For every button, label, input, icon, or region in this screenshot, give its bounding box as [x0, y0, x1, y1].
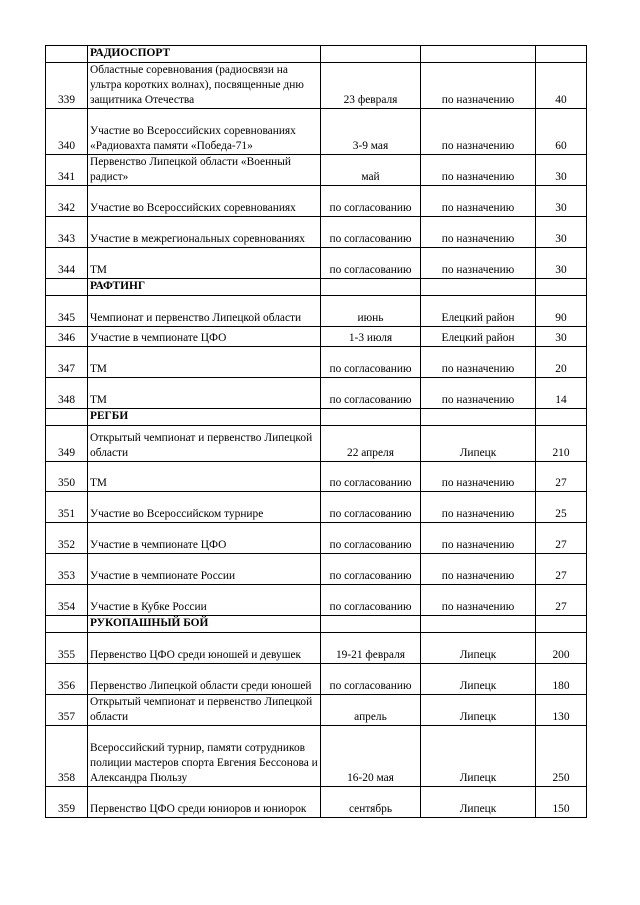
- row-number-cell: 356: [46, 664, 88, 695]
- place-cell: по назначению: [421, 462, 536, 492]
- date-cell: 1-3 июля: [321, 327, 421, 347]
- row-number-cell: 350: [46, 462, 88, 492]
- event-name-cell: Участие во Всероссийских соревнованиях: [88, 186, 321, 217]
- place-cell: Липецк: [421, 726, 536, 787]
- table-row: [46, 426, 587, 462]
- section-empty-cell: [421, 409, 536, 426]
- section-empty-cell: [421, 616, 536, 633]
- row-number-cell: 343: [46, 217, 88, 248]
- date-cell: по согласованию: [321, 492, 421, 523]
- participants-cell: 250: [536, 726, 587, 787]
- date-cell: 3-9 мая: [321, 109, 421, 155]
- date-cell: по согласованию: [321, 664, 421, 695]
- participants-cell: 150: [536, 787, 587, 818]
- table-row: [46, 462, 587, 492]
- participants-cell: 27: [536, 523, 587, 554]
- section-header-row: [46, 279, 587, 296]
- date-cell: 19-21 февраля: [321, 633, 421, 664]
- section-empty-cell: [321, 279, 421, 296]
- place-cell: по назначению: [421, 186, 536, 217]
- event-name-cell: Областные соревнования (радиосвязи на ультра коротких волнах), посвященные дню защитника Отечества: [88, 63, 321, 109]
- row-number-cell: 359: [46, 787, 88, 818]
- table-row: [46, 186, 587, 217]
- event-name-cell: Участие в чемпионате ЦФО: [88, 523, 321, 554]
- participants-cell: 27: [536, 585, 587, 616]
- row-number-cell: 345: [46, 296, 88, 327]
- table-row: [46, 787, 587, 818]
- table-row: [46, 695, 587, 726]
- event-name-cell: ТМ: [88, 378, 321, 409]
- section-empty-cell: [536, 279, 587, 296]
- place-cell: Липецк: [421, 787, 536, 818]
- place-cell: Липецк: [421, 426, 536, 462]
- table-row: [46, 585, 587, 616]
- event-name-cell: Первенство ЦФО среди юниоров и юниорок: [88, 787, 321, 818]
- section-header-row: [46, 46, 587, 63]
- place-cell: по назначению: [421, 585, 536, 616]
- table-row: [46, 378, 587, 409]
- place-cell: по назначению: [421, 347, 536, 378]
- date-cell: по согласованию: [321, 248, 421, 279]
- table-row: [46, 327, 587, 347]
- event-name-cell: Участие во Всероссийском турнире: [88, 492, 321, 523]
- date-cell: май: [321, 155, 421, 186]
- date-cell: сентябрь: [321, 787, 421, 818]
- place-cell: по назначению: [421, 554, 536, 585]
- participants-cell: 40: [536, 63, 587, 109]
- section-num-cell: [46, 409, 88, 426]
- section-empty-cell: [421, 46, 536, 63]
- row-number-cell: 358: [46, 726, 88, 787]
- event-name-cell: ТМ: [88, 248, 321, 279]
- event-name-cell: ТМ: [88, 462, 321, 492]
- table-row: [46, 63, 587, 109]
- place-cell: Липецк: [421, 664, 536, 695]
- place-cell: по назначению: [421, 492, 536, 523]
- row-number-cell: 349: [46, 426, 88, 462]
- place-cell: по назначению: [421, 248, 536, 279]
- table-row: [46, 155, 587, 186]
- section-title: РАФТИНГ: [88, 279, 321, 296]
- section-title: РАДИОСПОРТ: [88, 46, 321, 63]
- event-name-cell: Участие во Всероссийских соревнованиях «Радиовахта памяти «Победа-71»: [88, 109, 321, 155]
- table-row: [46, 296, 587, 327]
- section-title: РЕГБИ: [88, 409, 321, 426]
- section-empty-cell: [536, 46, 587, 63]
- row-number-cell: 357: [46, 695, 88, 726]
- row-number-cell: 354: [46, 585, 88, 616]
- date-cell: 22 апреля: [321, 426, 421, 462]
- table-row: [46, 726, 587, 787]
- participants-cell: 14: [536, 378, 587, 409]
- event-name-cell: Участие в межрегиональных соревнованиях: [88, 217, 321, 248]
- row-number-cell: 348: [46, 378, 88, 409]
- date-cell: апрель: [321, 695, 421, 726]
- date-cell: по согласованию: [321, 347, 421, 378]
- event-name-cell: Первенство ЦФО среди юношей и девушек: [88, 633, 321, 664]
- section-num-cell: [46, 279, 88, 296]
- row-number-cell: 347: [46, 347, 88, 378]
- row-number-cell: 340: [46, 109, 88, 155]
- section-num-cell: [46, 616, 88, 633]
- table-row: [46, 523, 587, 554]
- events-table-body: [46, 46, 587, 818]
- participants-cell: 90: [536, 296, 587, 327]
- event-name-cell: Участие в чемпионате России: [88, 554, 321, 585]
- date-cell: по согласованию: [321, 523, 421, 554]
- table-row: [46, 347, 587, 378]
- event-name-cell: Открытый чемпионат и первенство Липецкой области: [88, 426, 321, 462]
- participants-cell: 60: [536, 109, 587, 155]
- table-row: [46, 109, 587, 155]
- participants-cell: 27: [536, 554, 587, 585]
- date-cell: июнь: [321, 296, 421, 327]
- row-number-cell: 339: [46, 63, 88, 109]
- place-cell: Липецк: [421, 695, 536, 726]
- date-cell: по согласованию: [321, 462, 421, 492]
- row-number-cell: 346: [46, 327, 88, 347]
- participants-cell: 200: [536, 633, 587, 664]
- section-empty-cell: [536, 409, 587, 426]
- event-name-cell: Всероссийский турнир, памяти сотрудников полиции мастеров спорта Евгения Бессонова и Александра Пюльзу: [88, 726, 321, 787]
- participants-cell: 30: [536, 186, 587, 217]
- section-empty-cell: [321, 409, 421, 426]
- section-empty-cell: [321, 46, 421, 63]
- row-number-cell: 342: [46, 186, 88, 217]
- section-title: РУКОПАШНЫЙ БОЙ: [88, 616, 321, 633]
- participants-cell: 130: [536, 695, 587, 726]
- row-number-cell: 355: [46, 633, 88, 664]
- place-cell: по назначению: [421, 217, 536, 248]
- table-row: [46, 492, 587, 523]
- section-header-row: [46, 409, 587, 426]
- date-cell: по согласованию: [321, 217, 421, 248]
- participants-cell: 25: [536, 492, 587, 523]
- event-name-cell: Участие в чемпионате ЦФО: [88, 327, 321, 347]
- section-empty-cell: [536, 616, 587, 633]
- row-number-cell: 351: [46, 492, 88, 523]
- participants-cell: 180: [536, 664, 587, 695]
- table-row: [46, 217, 587, 248]
- place-cell: Елецкий район: [421, 296, 536, 327]
- place-cell: по назначению: [421, 63, 536, 109]
- section-num-cell: [46, 46, 88, 63]
- participants-cell: 210: [536, 426, 587, 462]
- event-name-cell: ТМ: [88, 347, 321, 378]
- date-cell: по согласованию: [321, 554, 421, 585]
- row-number-cell: 353: [46, 554, 88, 585]
- section-empty-cell: [421, 279, 536, 296]
- row-number-cell: 341: [46, 155, 88, 186]
- date-cell: по согласованию: [321, 186, 421, 217]
- section-empty-cell: [321, 616, 421, 633]
- event-name-cell: Первенство Липецкой области «Военный радист»: [88, 155, 321, 186]
- participants-cell: 30: [536, 327, 587, 347]
- participants-cell: 30: [536, 217, 587, 248]
- events-table: [45, 45, 587, 818]
- event-name-cell: Чемпионат и первенство Липецкой области: [88, 296, 321, 327]
- table-row: [46, 633, 587, 664]
- participants-cell: 30: [536, 248, 587, 279]
- participants-cell: 30: [536, 155, 587, 186]
- place-cell: по назначению: [421, 109, 536, 155]
- place-cell: по назначению: [421, 155, 536, 186]
- table-row: [46, 664, 587, 695]
- date-cell: 16-20 мая: [321, 726, 421, 787]
- date-cell: по согласованию: [321, 378, 421, 409]
- table-row: [46, 248, 587, 279]
- event-name-cell: Первенство Липецкой области среди юношей: [88, 664, 321, 695]
- place-cell: Елецкий район: [421, 327, 536, 347]
- row-number-cell: 352: [46, 523, 88, 554]
- row-number-cell: 344: [46, 248, 88, 279]
- event-name-cell: Открытый чемпионат и первенство Липецкой области: [88, 695, 321, 726]
- place-cell: Липецк: [421, 633, 536, 664]
- place-cell: по назначению: [421, 523, 536, 554]
- event-name-cell: Участие в Кубке России: [88, 585, 321, 616]
- table-row: [46, 554, 587, 585]
- section-header-row: [46, 616, 587, 633]
- place-cell: по назначению: [421, 378, 536, 409]
- participants-cell: 27: [536, 462, 587, 492]
- date-cell: по согласованию: [321, 585, 421, 616]
- date-cell: 23 февраля: [321, 63, 421, 109]
- participants-cell: 20: [536, 347, 587, 378]
